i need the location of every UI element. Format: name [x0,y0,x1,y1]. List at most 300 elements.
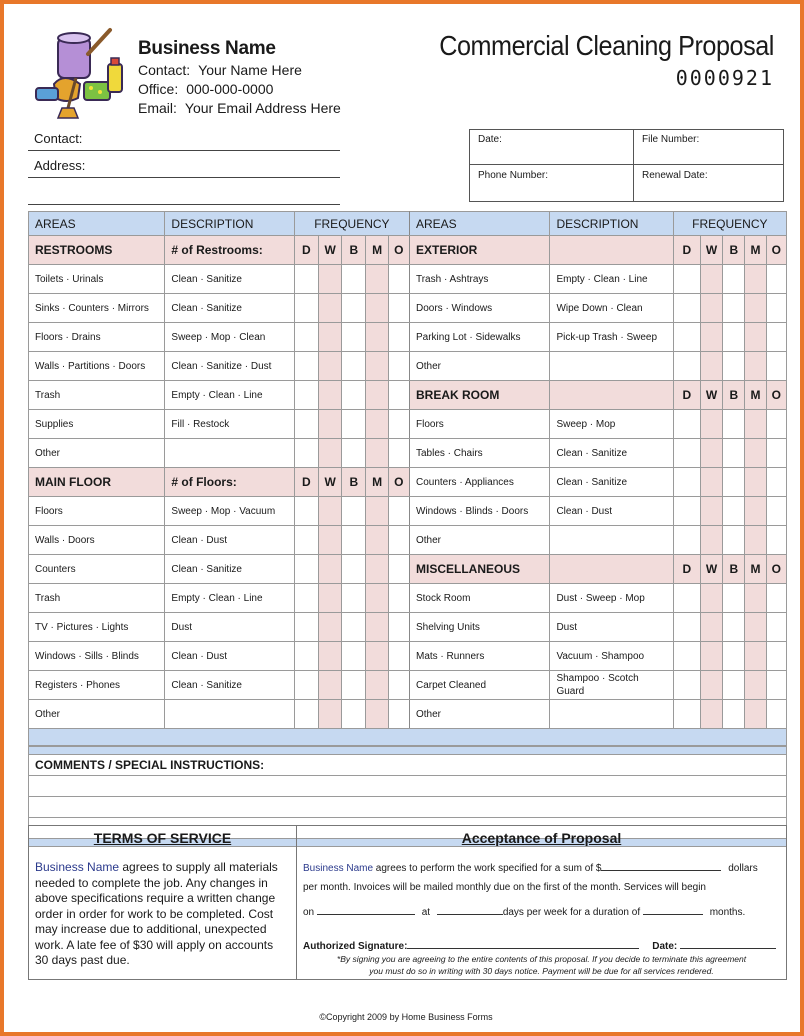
left-frequency-cell[interactable] [342,584,366,613]
right-frequency-cell[interactable] [673,294,700,323]
email-label: Email: [138,100,177,116]
left-frequency-cell[interactable] [342,642,366,671]
right-frequency-cell: M [745,555,766,584]
right-frequency-cell[interactable] [700,613,722,642]
left-frequency-cell: O [388,236,409,265]
right-frequency-cell[interactable] [673,410,700,439]
left-frequency-cell[interactable] [366,526,388,555]
left-frequency-cell[interactable] [319,555,342,584]
table-row [29,410,787,439]
right-frequency-cell[interactable] [723,584,745,613]
right-frequency-cell[interactable] [700,410,722,439]
right-frequency-cell[interactable] [673,613,700,642]
left-description-cell: Clean · Sanitize [165,555,294,584]
left-frequency-cell[interactable] [342,497,366,526]
right-frequency-cell[interactable] [723,410,745,439]
left-description-cell: Clean · Sanitize [165,671,294,700]
right-frequency-cell[interactable] [673,468,700,497]
left-frequency-cell[interactable] [342,671,366,700]
right-frequency-cell[interactable] [700,497,722,526]
left-area-cell: Toilets · Urinals [29,265,165,294]
left-frequency-cell[interactable] [294,555,318,584]
left-frequency-cell[interactable] [319,497,342,526]
contact-label: Contact: [138,62,191,78]
right-frequency-cell[interactable] [673,439,700,468]
left-description-cell: Clean · Sanitize [165,294,294,323]
left-frequency-cell[interactable] [294,410,318,439]
right-frequency-cell[interactable] [700,671,722,700]
signature-label: Authorized Signature: [303,941,408,952]
right-description-cell [550,700,673,729]
left-description-cell: Clean · Sanitize [165,265,294,294]
cleaning-supplies-logo-icon [28,24,132,128]
right-area-cell: Other [409,700,549,729]
right-frequency-cell[interactable] [723,265,745,294]
left-description-cell: Sweep · Mop · Clean [165,323,294,352]
table-row [29,700,787,729]
right-description-cell [550,236,673,265]
right-frequency-cell[interactable] [745,700,766,729]
left-frequency-cell[interactable] [366,613,388,642]
right-frequency-cell[interactable] [673,323,700,352]
left-frequency-cell: M [366,468,388,497]
right-frequency-cell[interactable] [723,700,745,729]
left-frequency-cell[interactable] [294,497,318,526]
left-frequency-cell[interactable] [366,642,388,671]
left-frequency-cell[interactable] [342,381,366,410]
table-row [29,323,787,352]
right-frequency-cell[interactable] [673,584,700,613]
left-frequency-cell[interactable] [319,323,342,352]
right-description-cell: Clean · Sanitize [550,468,673,497]
table-row [29,265,787,294]
table-row [29,584,787,613]
left-frequency-cell[interactable] [319,265,342,294]
right-frequency-cell[interactable] [745,352,766,381]
table-row [29,352,787,381]
left-frequency-cell[interactable] [294,584,318,613]
right-description-cell: Vacuum · Shampoo [550,642,673,671]
signature-date-label: Date: [652,941,678,952]
file-number-field[interactable]: File Number: [642,134,700,145]
right-frequency-cell[interactable] [745,410,766,439]
right-frequency-cell[interactable] [745,294,766,323]
client-contact-label: Contact: [34,131,83,146]
client-contact-field[interactable] [28,125,340,151]
left-area-cell: Registers · Phones [29,671,165,700]
left-frequency-cell[interactable] [366,671,388,700]
phone-number-field[interactable]: Phone Number: [478,170,549,181]
right-frequency-cell[interactable] [745,584,766,613]
left-frequency-cell[interactable] [342,613,366,642]
right-frequency-cell[interactable] [766,294,786,323]
right-frequency-cell[interactable] [766,468,786,497]
left-frequency-cell: O [388,468,409,497]
right-frequency-cell[interactable] [700,642,722,671]
left-description-cell: Empty · Clean · Line [165,584,294,613]
left-frequency-cell[interactable] [342,555,366,584]
right-frequency-cell[interactable] [700,439,722,468]
acceptance-line-3 [303,904,745,918]
right-area-cell: Shelving Units [409,613,549,642]
table-row [29,671,787,700]
right-area-cell: MISCELLANEOUS [409,555,549,584]
table-header-row [29,212,787,236]
left-frequency-cell[interactable] [388,381,409,410]
left-description-cell: # of Restrooms: [165,236,294,265]
right-frequency-cell: W [700,236,722,265]
right-frequency-cell[interactable] [766,613,786,642]
duration-field[interactable] [643,904,703,915]
left-frequency-cell[interactable] [366,381,388,410]
left-description-cell [165,439,294,468]
office-value: 000-000-0000 [186,81,274,97]
left-frequency-cell[interactable] [366,352,388,381]
left-description-cell: # of Floors: [165,468,294,497]
right-frequency-cell[interactable] [673,352,700,381]
left-frequency-cell: M [366,236,388,265]
left-frequency-cell[interactable] [388,700,409,729]
right-frequency-cell[interactable] [723,671,745,700]
acceptance-line-2: per month. Invoices will be mailed monthly due on the first of the month. Services will begin [303,882,706,893]
right-frequency-cell: O [766,555,786,584]
left-frequency-cell[interactable] [388,410,409,439]
left-frequency-cell[interactable] [294,526,318,555]
right-frequency-cell[interactable] [700,352,722,381]
right-area-cell: Other [409,352,549,381]
signature-date-field[interactable] [680,938,776,949]
left-frequency-cell[interactable] [294,439,318,468]
right-area-cell: Floors [409,410,549,439]
right-frequency-cell[interactable] [723,613,745,642]
left-frequency-cell[interactable] [366,265,388,294]
document-title: Commercial Cleaning Proposal [439,30,774,61]
left-frequency-cell[interactable] [319,671,342,700]
left-frequency-cell: B [342,236,366,265]
right-description-cell: Clean · Dust [550,497,673,526]
contact-value: Your Name Here [198,62,302,78]
right-frequency-cell: O [766,381,786,410]
left-frequency-cell[interactable] [388,439,409,468]
left-frequency-cell[interactable] [319,352,342,381]
right-frequency-cell[interactable] [766,642,786,671]
right-frequency-cell[interactable] [745,642,766,671]
right-description-cell [550,555,673,584]
sum-amount-field[interactable] [601,860,721,871]
table-row [29,439,787,468]
table-row [29,294,787,323]
comments-spacer [29,747,787,755]
right-frequency-cell[interactable] [745,468,766,497]
left-frequency-cell[interactable] [366,294,388,323]
right-frequency-cell[interactable] [723,323,745,352]
left-frequency-cell[interactable] [388,265,409,294]
right-frequency-cell: M [745,381,766,410]
office-label: Office: [138,81,179,97]
left-description-cell [165,700,294,729]
right-area-cell: Stock Room [409,584,549,613]
right-frequency-cell[interactable] [673,642,700,671]
left-frequency-cell[interactable] [294,294,318,323]
left-frequency-cell[interactable] [319,294,342,323]
terms-note-1: *By signing you are agreeing to the entire contents of this proposal. If you decide to terminate this agreement [336,954,747,964]
left-frequency-cell[interactable] [319,439,342,468]
acceptance-sum-text: agrees to perform the work specified for a sum of $ [373,863,602,874]
left-frequency-cell[interactable] [342,352,366,381]
signature-row [303,938,776,952]
right-frequency-cell[interactable] [673,265,700,294]
header-areas-right: AREAS [409,212,549,236]
left-frequency-cell[interactable] [388,497,409,526]
left-frequency-cell[interactable] [388,526,409,555]
acceptance-line-1 [303,860,758,874]
left-frequency-cell[interactable] [294,613,318,642]
right-frequency-cell[interactable] [766,700,786,729]
left-description-cell: Clean · Dust [165,642,294,671]
table-row [29,526,787,555]
left-frequency-cell[interactable] [319,642,342,671]
email-value: Your Email Address Here [184,100,341,116]
left-frequency-cell[interactable] [366,323,388,352]
renewal-date-field[interactable]: Renewal Date: [642,170,708,181]
right-frequency-cell[interactable] [700,294,722,323]
right-frequency-cell[interactable] [766,497,786,526]
right-area-cell: Trash · Ashtrays [409,265,549,294]
right-area-cell: Doors · Windows [409,294,549,323]
left-frequency-cell[interactable] [319,526,342,555]
right-area-cell: Carpet Cleaned [409,671,549,700]
table-row [29,497,787,526]
right-frequency-cell[interactable] [766,352,786,381]
comments-line-1[interactable] [29,776,787,797]
right-frequency-cell[interactable] [766,584,786,613]
left-frequency-cell[interactable] [366,439,388,468]
left-frequency-cell[interactable] [366,497,388,526]
right-description-cell: Shampoo · Scotch Guard [550,671,673,700]
left-area-cell: RESTROOMS [29,236,165,265]
left-frequency-cell: B [342,468,366,497]
table-row [29,468,787,497]
days-per-week-label: days per week for a duration of [502,907,641,918]
signature-field[interactable] [407,938,639,949]
left-area-cell: Trash [29,381,165,410]
right-frequency-cell[interactable] [766,265,786,294]
left-frequency-cell[interactable] [342,294,366,323]
left-frequency-cell[interactable] [388,352,409,381]
right-frequency-cell[interactable] [700,468,722,497]
right-frequency-cell[interactable] [700,526,722,555]
right-frequency-cell[interactable] [723,497,745,526]
acceptance-of-proposal [297,826,786,979]
right-frequency-cell[interactable] [723,352,745,381]
business-contact [138,62,302,78]
right-area-cell: BREAK ROOM [409,381,549,410]
right-description-cell: Dust · Sweep · Mop [550,584,673,613]
proposal-number: 0000921 [675,66,774,90]
left-frequency-cell[interactable] [319,410,342,439]
acceptance-title: Acceptance of Proposal [461,830,622,846]
comments-line-2[interactable] [29,797,787,818]
right-frequency-cell[interactable] [700,265,722,294]
left-frequency-cell[interactable] [294,265,318,294]
left-description-cell: Clean · Dust [165,526,294,555]
left-frequency-cell[interactable] [342,323,366,352]
right-frequency-cell[interactable] [745,265,766,294]
left-frequency-cell: W [319,236,342,265]
right-frequency-cell[interactable] [673,497,700,526]
left-frequency-cell: W [319,468,342,497]
left-frequency-cell[interactable] [366,555,388,584]
right-frequency-cell: O [766,236,786,265]
right-frequency-cell[interactable] [745,526,766,555]
right-frequency-cell: D [673,555,700,584]
left-area-cell: TV · Pictures · Lights [29,613,165,642]
right-description-cell: Clean · Sanitize [550,439,673,468]
right-frequency-cell[interactable] [700,584,722,613]
left-frequency-cell[interactable] [294,323,318,352]
right-frequency-cell[interactable] [766,671,786,700]
left-frequency-cell[interactable] [319,700,342,729]
right-area-cell: Windows · Blinds · Doors [409,497,549,526]
terms-box [28,825,787,980]
at-label: at [421,907,431,918]
comments-label: COMMENTS / SPECIAL INSTRUCTIONS: [29,755,787,776]
left-area-cell: Floors · Drains [29,323,165,352]
left-frequency-cell[interactable] [319,613,342,642]
terms-body: agrees to supply all materials needed to complete the job. Any changes in above specifications require a written change order in order for work to be completed. Cost may increase due to additional, unexpected work. A late fee of $30 will apply on accounts 30 days past due. [35,860,278,967]
client-address-line-2[interactable] [28,179,340,205]
left-frequency-cell[interactable] [319,584,342,613]
left-frequency-cell[interactable] [388,671,409,700]
left-frequency-cell[interactable] [294,671,318,700]
client-address-field[interactable] [28,152,340,178]
right-description-cell: Wipe Down · Clean [550,294,673,323]
header-frequency-right: FREQUENCY [673,212,786,236]
right-description-cell [550,381,673,410]
right-frequency-cell: B [723,381,745,410]
right-frequency-cell[interactable] [745,671,766,700]
right-description-cell: Sweep · Mop [550,410,673,439]
right-frequency-cell: B [723,236,745,265]
right-frequency-cell: W [700,555,722,584]
left-frequency-cell[interactable] [366,584,388,613]
left-area-cell: Other [29,439,165,468]
right-frequency-cell[interactable] [673,700,700,729]
terms-business-name: Business Name [35,860,120,874]
left-frequency-cell[interactable] [342,265,366,294]
left-area-cell: Supplies [29,410,165,439]
right-frequency-cell[interactable] [766,526,786,555]
header-frequency-left: FREQUENCY [294,212,409,236]
left-frequency-cell[interactable] [342,410,366,439]
months-label: months. [709,907,746,918]
left-area-cell: Other [29,700,165,729]
right-frequency-cell[interactable] [745,497,766,526]
left-description-cell: Sweep · Mop · Vacuum [165,497,294,526]
left-frequency-cell[interactable] [342,439,366,468]
left-frequency-cell[interactable] [388,613,409,642]
right-frequency-cell[interactable] [723,642,745,671]
left-description-cell: Dust [165,613,294,642]
right-description-cell: Empty · Clean · Line [550,265,673,294]
right-area-cell: Parking Lot · Sidewalks [409,323,549,352]
business-office [138,81,273,97]
left-frequency-cell[interactable] [294,642,318,671]
left-area-cell: Floors [29,497,165,526]
right-frequency-cell[interactable] [723,468,745,497]
left-area-cell: Windows · Sills · Blinds [29,642,165,671]
left-frequency-cell[interactable] [388,294,409,323]
right-frequency-cell[interactable] [700,700,722,729]
right-frequency-cell[interactable] [766,439,786,468]
right-frequency-cell[interactable] [745,439,766,468]
right-frequency-cell[interactable] [745,323,766,352]
left-frequency-cell[interactable] [366,410,388,439]
left-frequency-cell[interactable] [294,381,318,410]
terms-note-2: you must do so in writing with 30 days notice. Payment will be due for all services rendered. [369,966,714,976]
right-frequency-cell: W [700,381,722,410]
left-frequency-cell[interactable] [294,352,318,381]
left-frequency-cell[interactable] [342,700,366,729]
acceptance-business-name: Business Name [303,863,374,874]
right-frequency-cell[interactable] [673,671,700,700]
right-frequency-cell: M [745,236,766,265]
header-areas-left: AREAS [29,212,165,236]
right-description-cell [550,352,673,381]
terms-of-service [29,826,297,979]
table-row [29,613,787,642]
right-frequency-cell[interactable] [766,410,786,439]
left-frequency-cell[interactable] [388,323,409,352]
left-frequency-cell[interactable] [366,700,388,729]
left-description-cell: Empty · Clean · Line [165,381,294,410]
business-name: Business Name [138,38,276,59]
right-frequency-cell[interactable] [723,294,745,323]
right-frequency-cell: B [723,555,745,584]
left-frequency-cell[interactable] [388,584,409,613]
left-frequency-cell[interactable] [294,700,318,729]
left-frequency-cell: D [294,236,318,265]
right-frequency-cell[interactable] [745,613,766,642]
right-description-cell: Dust [550,613,673,642]
date-field[interactable]: Date: [478,134,502,145]
client-address-label: Address: [34,158,86,173]
right-frequency-cell[interactable] [723,439,745,468]
right-frequency-cell: D [673,381,700,410]
header-description-left: DESCRIPTION [165,212,294,236]
right-description-cell [550,526,673,555]
right-area-cell: EXTERIOR [409,236,549,265]
right-frequency-cell[interactable] [766,323,786,352]
start-date-field[interactable] [317,904,415,915]
right-frequency-cell[interactable] [723,526,745,555]
header-description-right: DESCRIPTION [550,212,673,236]
left-area-cell: Sinks · Counters · Mirrors [29,294,165,323]
start-time-field[interactable] [437,904,503,915]
right-frequency-cell[interactable] [700,323,722,352]
left-frequency-cell: D [294,468,318,497]
business-email [138,100,341,116]
left-frequency-cell[interactable] [342,526,366,555]
left-area-cell: Counters [29,555,165,584]
right-frequency-cell[interactable] [673,526,700,555]
table-row [29,642,787,671]
left-frequency-cell[interactable] [388,555,409,584]
table-row [29,381,787,410]
left-frequency-cell[interactable] [388,642,409,671]
left-frequency-cell[interactable] [319,381,342,410]
right-area-cell: Other [409,526,549,555]
